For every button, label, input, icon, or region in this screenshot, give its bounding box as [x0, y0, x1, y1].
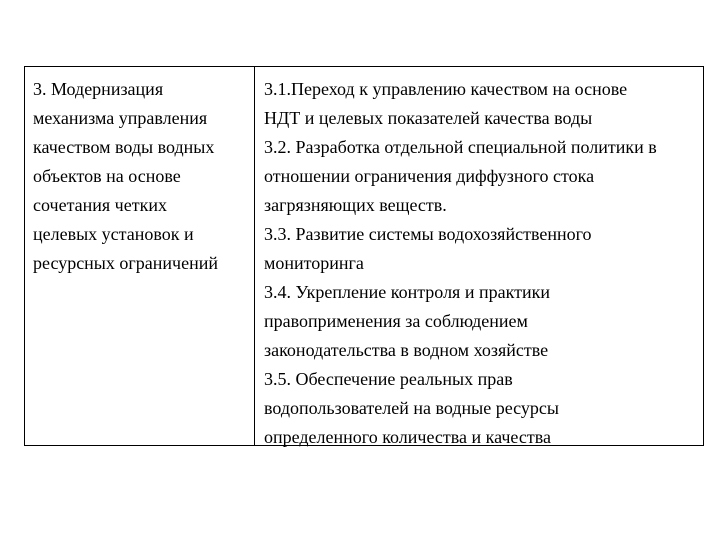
cell-text-line: определенного количества и качества	[264, 427, 551, 447]
cell-text-line: целевых установок и	[33, 224, 194, 244]
cell-text-line: качеством воды водных	[33, 137, 215, 157]
cell-text-line: 3.3. Развитие системы водохозяйственного	[264, 224, 592, 244]
cell-text-line: загрязняющих веществ.	[264, 195, 447, 215]
cell-text-line: правоприменения за соблюдением	[264, 311, 528, 331]
cell-text-line: 3.1.Переход к управлению качеством на основе	[264, 79, 628, 99]
table-cell-goal	[25, 67, 255, 445]
cell-text-line: 3.5. Обеспечение реальных прав	[264, 369, 513, 389]
cell-text-line: НДТ и целевых показателей качества воды	[264, 108, 593, 128]
cell-text-line: ресурсных ограничений	[33, 253, 218, 273]
cell-text-line: 3.2. Разработка отдельной специальной политики в	[264, 137, 657, 157]
cell-text-line: механизма управления	[33, 108, 208, 128]
cell-text-line: 3. Модернизация	[33, 79, 164, 99]
cell-text-line: 3.4. Укрепление контроля и практики	[264, 282, 550, 302]
measures-table	[24, 66, 704, 446]
cell-text-line: водопользователей на водные ресурсы	[264, 398, 559, 418]
cell-text-line: сочетания четких	[33, 195, 167, 215]
cell-text-line: мониторинга	[264, 253, 364, 273]
table-cell-measures	[255, 67, 703, 445]
cell-text-line: объектов на основе	[33, 166, 181, 186]
cell-text-line: отношении ограничения диффузного стока	[264, 166, 595, 186]
cell-text-line: законодательства в водном хозяйстве	[264, 340, 549, 360]
